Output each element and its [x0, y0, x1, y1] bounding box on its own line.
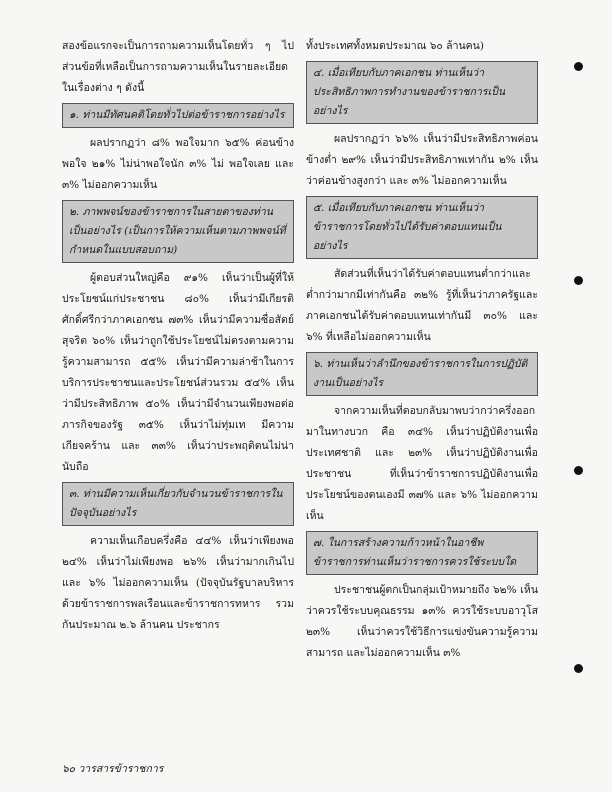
intro-paragraph: สองข้อแรกจะเป็นการถามความเห็นโดยทั่ว ๆ ไป ส่วนข้อที่เหลือเป็นการถามความเห็นในรายละเอียด ในเรื่องต่าง ๆ ดังนี้: [62, 40, 294, 94]
question-5-heading: ๕. เมื่อเทียบกับภาคเอกชน ท่านเห็นว่าข้าราชการโดยทั่วไปได้รับค่าตอบแทนเป็นอย่างไร: [306, 196, 538, 259]
question-4-answer: ผลปรากฏว่า ๖๖% เห็นว่ามีประสิทธิภาพค่อนข้างต่ำ ๒๙% เห็นว่ามีประสิทธิภาพเท่ากัน ๒% เห็นว่าค่อนข้างสูงกว่า และ ๓% ไม่ออกความเห็น: [306, 133, 538, 187]
page-footer: ๖๐ วารสารข้าราชการ: [62, 763, 164, 775]
question-1-heading: ๑. ท่านมีทัศนคติโดยทั่วไปต่อข้าราชการอย่างไร: [62, 103, 294, 128]
question-5-answer: สัดส่วนที่เห็นว่าได้รับค่าตอบแทนต่ำกว่าและต่ำกว่ามากมีเท่ากันคือ ๓๒% รู้ที่เห็นว่าภาครัฐและภาคเอกชนได้รับค่าตอบแทนเท่ากันมี ๓๐% และ ๖% ที่เหลือไม่ออกความเห็น: [306, 268, 538, 343]
left-column: [62, 36, 294, 636]
binding-hole-icon: [574, 664, 583, 673]
question-4-heading: ๔. เมื่อเทียบกับภาคเอกชน ท่านเห็นว่าประสิทธิภาพการทำงานของข้าราชการเป็นอย่างไร: [306, 61, 538, 124]
question-7-answer: ประชาชนผู้ตกเป็นกลุ่มเป้าหมายถึง ๖๒% เห็นว่าควรใช้ระบบคุณธรรม ๑๓% ควรใช้ระบบอาวุโส ๒๓% เห็นว่าควรใช้วิธีการแข่งขันความรู้ความสามารถ และไม่ออกความเห็น ๓%: [306, 584, 538, 659]
question-1-answer: ผลปรากฏว่า ๘% พอใจมาก ๖๕% ค่อนข้างพอใจ ๒๑% ไม่น่าพอใจนัก ๓% ไม่ พอใจเลย และ ๓% ไม่ออกความเห็น: [62, 137, 294, 191]
binding-hole-icon: [574, 466, 583, 475]
question-6-heading: ๖. ท่านเห็นว่าลำนึกของข้าราชการในการปฏิบัติงานเป็นอย่างไร: [306, 352, 538, 396]
question-3-heading: ๓. ท่านมีความเห็นเกี่ยวกับจำนวนข้าราชการในปัจจุบันอย่างไร: [62, 482, 294, 526]
question-2-heading: ๒. ภาพพจน์ของข้าราชการในสายตาของท่านเป็นอย่างไร (เป็นการให้ความเห็นตามภาพพจน์ที่กำหนดในแบบสอบถาม): [62, 200, 294, 263]
right-column: [306, 36, 538, 664]
question-7-heading: ๗. ในการสร้างความก้าวหน้าในอาชีพข้าราชการท่านเห็นว่าราชการควรใช้ระบบใด: [306, 531, 538, 575]
binding-hole-icon: [574, 276, 583, 285]
question-6-answer: จากความเห็นที่ตอบกลับมาพบว่ากว่าครึ่งออกมาในทางบวก คือ ๓๔% เห็นว่าปฏิบัติงานเพื่อประเทศชาติ และ ๒๓% เห็นว่าปฏิบัติงานเพื่อประชาชน ที่เห็นว่าข้าราชการปฏิบัติงานเพื่อประโยชน์ของตนเองมี ๓๗% และ ๖% ไม่ออกความเห็น: [306, 405, 538, 522]
continued-paragraph: ทั้งประเทศทั้งหมดประมาณ ๖๐ ล้านคน): [306, 40, 484, 52]
binding-hole-icon: [574, 62, 583, 71]
question-2-answer: ผู้ตอบส่วนใหญ่คือ ๙๑% เห็นว่าเป็นผู้ที่ให้ประโยชน์แก่ประชาชน ๘๐% เห็นว่ามีเกียรติ ศักดิ์ศรีกว่าภาคเอกชน ๗๓% เห็นว่ามีความซื่อสัตย์ สุจริต ๖๐% เห็นว่าถูกใช้ประโยชน์ไม่ตรงตามความรู้ความสามารถ ๕๕% เห็นว่ามีความล่าช้าในการบริการประชาชนและประโยชน์ส่วนรวม ๕๔% เห็นว่ามีประสิทธิภาพ ๕๐% เห็นว่ามีจำนวนเพียงพอต่อภารกิจของรัฐ ๓๕% เห็นว่าไม่ทุ่มเท มีความเกียจคร้าน และ ๓๓% เห็นว่าประพฤติตนไม่น่านับถือ: [62, 272, 294, 473]
question-3-answer: ความเห็นเกือบครึ่งคือ ๔๔% เห็นว่าเพียงพอ ๒๔% เห็นว่าไม่เพียงพอ ๒๖% เห็นว่ามากเกินไป และ ๖% ไม่ออกความเห็น (ปัจจุบันรัฐบาลบริหารด้วยข้าราชการพลเรือนและข้าราชการทหาร รวมกันประมาณ ๒.๖ ล้านคน ประชากร: [62, 535, 294, 631]
